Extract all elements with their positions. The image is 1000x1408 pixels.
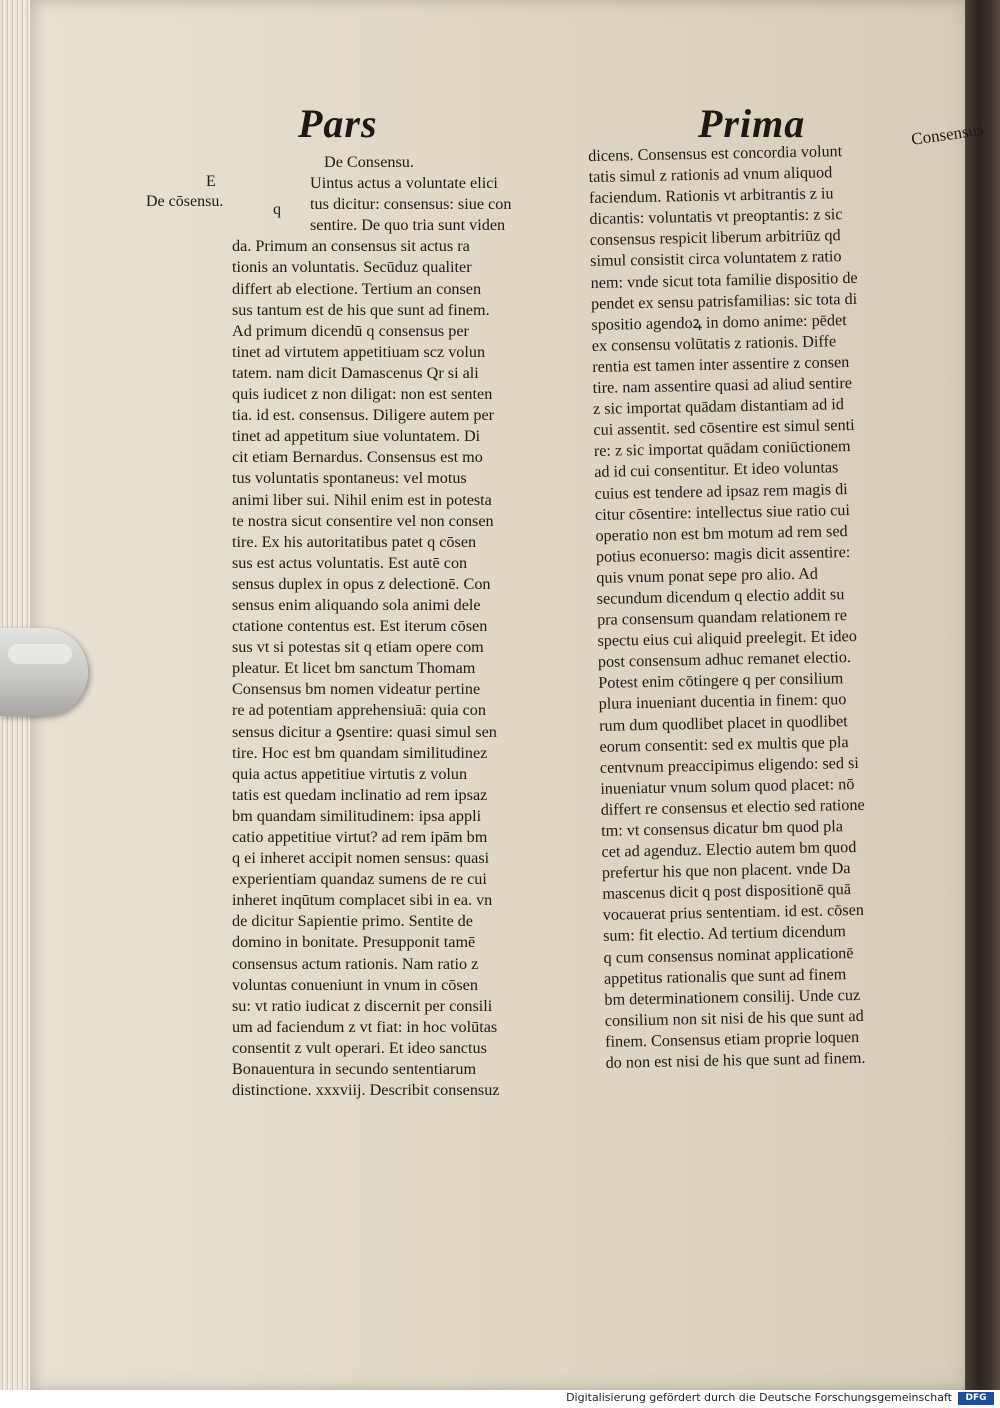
margin-topic-right: Consensus xyxy=(910,119,985,149)
text-line: tinet ad appetitum siue voluntatem. Di xyxy=(232,427,481,446)
text-line: sus vt si potestas sit q etiam opere com xyxy=(232,638,484,657)
text-line: rum dum quodlibet placet in quodlibet xyxy=(598,711,848,735)
text-line: cit etiam Bernardus. Consensus est mo xyxy=(232,448,483,467)
text-column-right xyxy=(588,140,926,1074)
text-line: sum: fit electio. Ad tertium dicendum xyxy=(603,922,847,946)
text-line: potius econuerso: magis dicit assentire: xyxy=(595,542,851,566)
text-line: dicantis: voluntatis vt preoptantis: z sic xyxy=(589,205,843,229)
text-line: quis vnum ponat sepe pro alio. Ad xyxy=(596,564,819,587)
text-line: pra consensum quandam relationem re xyxy=(596,606,848,629)
text-line: da. Primum an consensus sit actus ra xyxy=(232,237,470,256)
text-line: ex consensu volūtatis z rationis. Diffe xyxy=(591,332,837,355)
text-line: de dicitur Sapientie primo. Sentite de xyxy=(232,912,473,931)
text-line: Potest enim cōtingere q per consilium xyxy=(598,669,844,693)
text-line: re ad potentiam apprehensiuā: quia con xyxy=(232,701,486,720)
dfg-logo: DFG xyxy=(958,1392,994,1405)
text-line: dicens. Consensus est concordia volunt xyxy=(588,142,843,165)
text-line: te nostra sicut consentire vel non consen xyxy=(232,511,494,530)
text-line: bm determinationem consilij. Unde cuz xyxy=(604,985,861,1009)
text-line: sensus duplex in opus z delectionē. Con xyxy=(232,574,491,593)
text-line: su: vt ratio iudicat z discernit per consili xyxy=(232,996,493,1015)
text-line: Ad primum dicendū q consensus per xyxy=(232,321,469,340)
text-line: ad id cui consentitur. Et ideo voluntas xyxy=(594,458,839,482)
running-head-left: Pars xyxy=(298,101,378,146)
text-line: nem: vnde sicut tota familie dispositio de xyxy=(590,268,858,292)
text-line: cuius est tendere ad ipsaz rem magis di xyxy=(594,479,848,503)
running-head-right: Prima xyxy=(698,101,806,146)
text-line: experientiam quandaz sumens de re cui xyxy=(232,870,487,889)
text-line: sus est actus voluntatis. Est autē con xyxy=(232,553,468,572)
text-line: tm: vt consensus dicatur bm quod pla xyxy=(600,817,844,840)
text-line: um ad faciendum z vt fiat: in hoc volūtas xyxy=(232,1017,498,1036)
text-line: tinet ad virtutem appetitiuam scz volun xyxy=(232,342,486,361)
text-line: sus tantum est de his que sunt ad finem. xyxy=(232,300,490,319)
text-line: spectu eius cui aliquid preelegit. Et ideo xyxy=(597,627,858,651)
text-line: consensus respicit liberum arbitriūz qd xyxy=(589,226,841,250)
text-line: quis iudicet z non diligat: non est senten xyxy=(232,385,493,404)
text-line: re: z sic importat quādam coniūctionem xyxy=(593,437,851,461)
text-line: pleatur. Et licet bm sanctum Thomam xyxy=(232,659,476,678)
text-line: voluntas conueniunt in vnum in cōsen xyxy=(232,975,478,994)
text-line: sensus dicitur a ꝯsentire: quasi simul sen xyxy=(232,722,497,741)
margin-letter: E xyxy=(206,173,216,190)
text-line: animi liber sui. Nihil enim est in potesta xyxy=(232,490,492,509)
text-line: pendet ex sensu patrisfamilias: sic tota di xyxy=(590,289,858,313)
text-line: tire. Hoc est bm quandam similitudinez xyxy=(232,743,488,762)
text-line: spositio agendoꝝ in domo anime: pēdet xyxy=(591,310,847,334)
text-line: quia actus appetitiue virtutis z volun xyxy=(232,764,468,783)
text-line: operatio non est bm motum ad rem sed xyxy=(595,521,848,545)
footer-bar xyxy=(0,1390,1000,1408)
text-line: tire. Ex his autoritatibus patet q cōsen xyxy=(232,532,477,551)
text-line: vocauerat prius sententiam. id est. cōsen xyxy=(602,901,865,925)
text-line: tatis est quedam inclinatio ad rem ipsaz xyxy=(232,785,488,804)
text-line: domino in bonitate. Presupponit tamē xyxy=(232,933,476,952)
text-line: inueniatur vnum solum quod placet: nō xyxy=(600,774,855,798)
text-line: consentit z vult operari. Et ideo sanctus xyxy=(232,1038,487,1057)
text-line: bm quandam similitudinem: ipsa appli xyxy=(232,806,482,825)
text-line: z sic importat quādam distantiam ad id xyxy=(592,395,845,419)
text-line: q cum consensus nominat applicationē xyxy=(603,943,854,967)
text-line: Bonauentura in secundo sententiarum xyxy=(232,1060,477,1079)
book-spine xyxy=(965,0,1000,1390)
bleed-through-left xyxy=(235,86,247,133)
text-column-left xyxy=(232,152,572,1101)
text-line: tire. nam assentire quasi ad aliud sentire xyxy=(592,374,853,397)
text-line: sensus enim aliquando sola animi dele xyxy=(232,595,481,614)
text-line: sentire. De quo tria sunt viden xyxy=(310,216,506,235)
text-line: Consensus bm nomen videatur pertine xyxy=(232,680,481,699)
text-line: tus voluntatis spontaneus: vel motus xyxy=(232,469,467,488)
text-line: tia. id est. consensus. Diligere autem per xyxy=(232,406,495,425)
text-line: appetitus rationalis que sunt ad finem xyxy=(603,964,847,988)
text-line: centvnum preaccipimus eligendo: sed si xyxy=(599,753,859,777)
text-line: inheret inqūtum complacet sibi in ea. vn xyxy=(232,891,493,910)
text-line: cui assentit. sed cōsentire est simul senti xyxy=(593,416,855,440)
text-line: distinctione. xxxviij. Describit consensuz xyxy=(232,1081,500,1100)
text-line: citur cōsentire: intellectus siue ratio cui xyxy=(594,500,851,524)
text-line: plura inueniant ducentia in finem: quo xyxy=(598,690,847,714)
text-line: q ei inheret accipit nomen sensus: quasi xyxy=(232,849,490,868)
left-column-lines xyxy=(232,173,572,1101)
text-line: finem. Consensus etiam proprie loquen xyxy=(605,1027,860,1051)
text-line: secundum dicendum q electio addit su xyxy=(596,585,845,608)
text-line: prefertur his que non placent. vnde Da xyxy=(601,859,851,883)
text-line: rentia est tamen inter assentire z consen xyxy=(592,352,850,376)
page-clip xyxy=(0,628,88,716)
text-line: mascenus dicit q post dispositionē quā xyxy=(602,880,852,904)
text-line: Uintus actus a voluntate elici xyxy=(310,174,498,193)
text-line: post consensum adhuc remanet electio. xyxy=(597,648,852,672)
margin-topic-left: De cōsensu. xyxy=(146,193,224,210)
initial-letter: q xyxy=(273,201,281,218)
text-line: eorum consentit: sed ex multis que pla xyxy=(599,732,849,756)
text-line: tionis an voluntatis. Secūduz qualiter xyxy=(232,258,472,277)
bleed-through-right xyxy=(640,86,652,133)
text-line: cet ad agenduz. Electio autem bm quod xyxy=(601,838,857,861)
text-line: differt ab electione. Tertium an consen xyxy=(232,279,482,298)
text-line: tus dicitur: consensus: siue con xyxy=(310,195,512,214)
funding-credit: Digitalisierung gefördert durch die Deutsche Forschungsgemeinschaft xyxy=(566,1391,952,1404)
text-line: simul consistit circa voluntatem z ratio xyxy=(590,247,842,271)
text-line: consensus actum rationis. Nam ratio z xyxy=(232,954,479,973)
text-line: ctatione contentus est. Est iterum cōsen xyxy=(232,617,488,636)
text-line: faciendum. Rationis vt arbitrantis z iu xyxy=(588,184,834,208)
text-line: catio appetitiue virtut? ad rem ipām bm xyxy=(232,828,488,846)
text-line: tatem. nam dicit Damascenus Qr si ali xyxy=(232,363,479,382)
section-title: De Consensu. xyxy=(324,153,414,171)
text-line: tatis simul z rationis ad vnum aliquod xyxy=(588,163,833,187)
text-line: differt re consensus et electio sed ratione xyxy=(600,795,865,819)
text-line: consilium non sit nisi de his que sunt ad xyxy=(604,1006,864,1030)
text-line: do non est nisi de his que sunt ad finem. xyxy=(605,1048,866,1072)
right-column-lines xyxy=(588,140,926,1074)
